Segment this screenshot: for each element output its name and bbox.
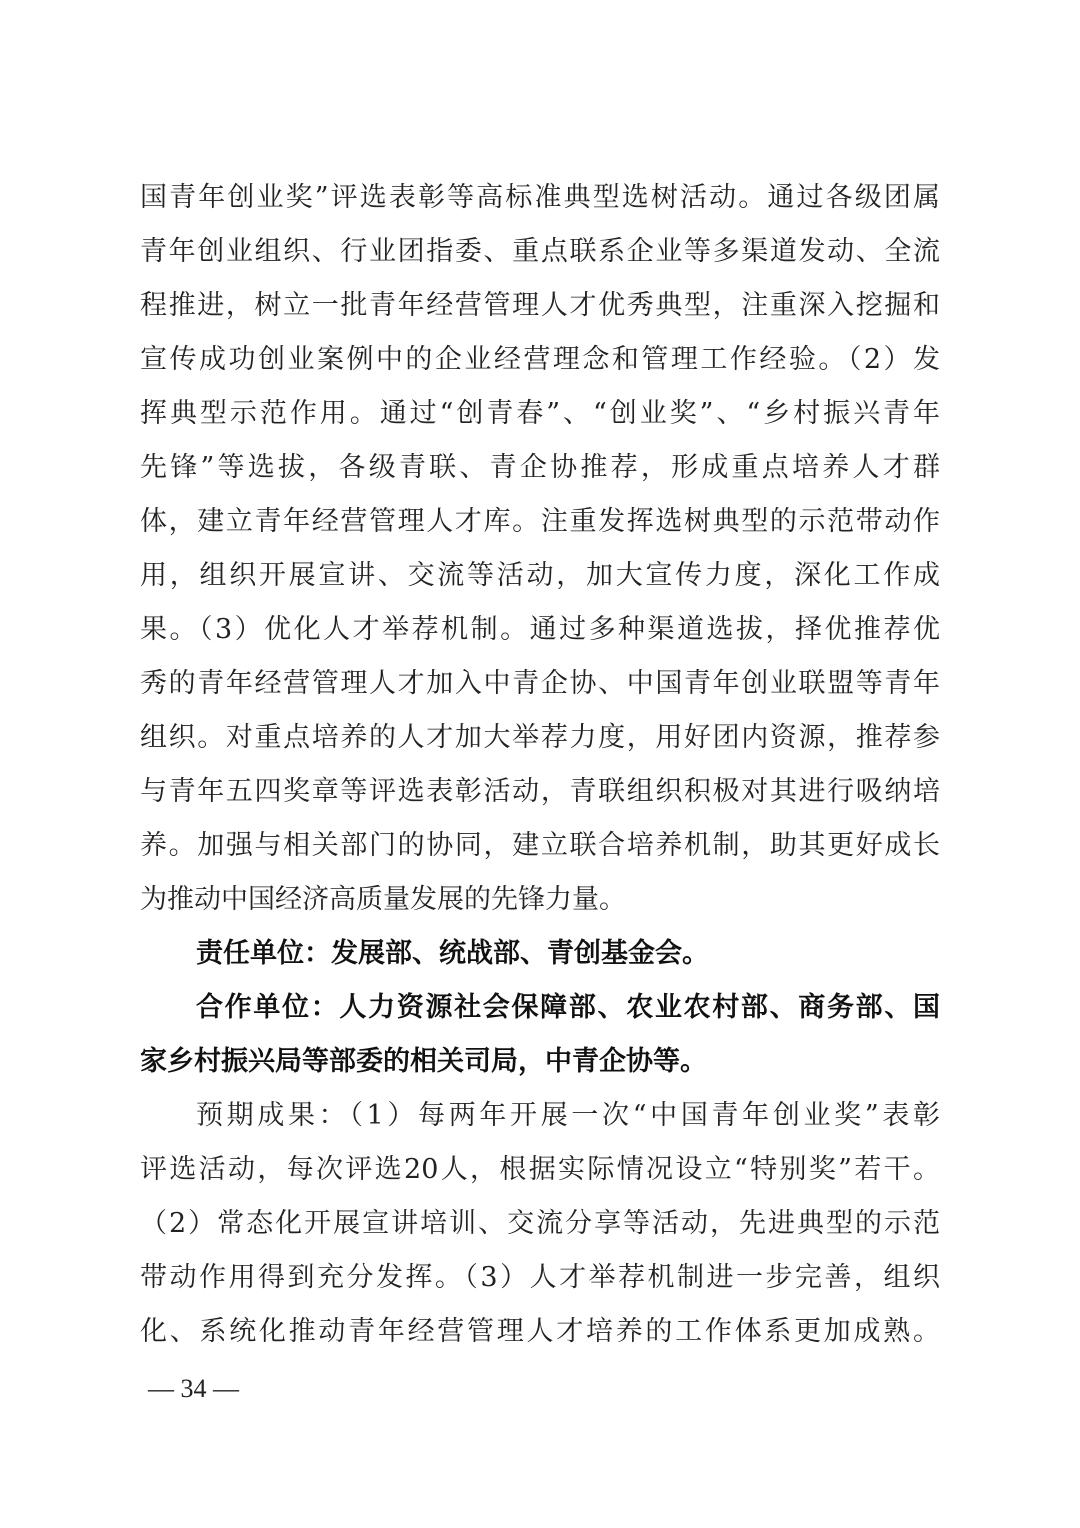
paragraph-line: 组织。对重点培养的人才加大举荐力度，用好团内资源，推荐参 bbox=[140, 722, 940, 753]
paragraph-line: 秀的青年经营管理人才加入中青企协、中国青年创业联盟等青年 bbox=[140, 668, 940, 699]
paragraph-line: 与青年五四奖章等评选表彰活动，青联组织积极对其进行吸纳培 bbox=[140, 776, 940, 807]
expected-results-line: 带动作用得到充分发挥。（3）人才举荐机制进一步完善，组织 bbox=[140, 1262, 940, 1293]
paragraph-line: 先锋”等选拔，各级青联、青企协推荐，形成重点培养人才群 bbox=[140, 452, 940, 483]
expected-results-line: 评选活动，每次评选20人，根据实际情况设立“特别奖”若干。 bbox=[140, 1154, 940, 1185]
cooperating-units-continued: 家乡村振兴局等部委的相关司局，中青企协等。 bbox=[140, 1046, 707, 1077]
paragraph-line: 程推进，树立一批青年经营管理人才优秀典型，注重深入挖掘和 bbox=[140, 290, 940, 321]
responsible-units: 责任单位：发展部、统战部、青创基金会。 bbox=[196, 938, 709, 969]
paragraph-line: 用，组织开展宣讲、交流等活动，加大宣传力度，深化工作成 bbox=[140, 560, 940, 591]
document-body bbox=[140, 171, 940, 1359]
paragraph-line: 宣传成功创业案例中的企业经营理念和管理工作经验。（2）发 bbox=[140, 344, 940, 375]
paragraph-line: 青年创业组织、行业团指委、重点联系企业等多渠道发动、全流 bbox=[140, 236, 940, 267]
expected-results-line: （2）常态化开展宣讲培训、交流分享等活动，先进典型的示范 bbox=[140, 1208, 940, 1239]
page-number: — 34 — bbox=[148, 1374, 239, 1403]
paragraph-line: 国青年创业奖”评选表彰等高标准典型选树活动。通过各级团属 bbox=[140, 182, 940, 213]
expected-results-line: 预期成果：（1）每两年开展一次“中国青年创业奖”表彰 bbox=[196, 1100, 940, 1131]
paragraph-line: 为推动中国经济高质量发展的先锋力量。 bbox=[140, 884, 626, 915]
cooperating-units: 合作单位：人力资源社会保障部、农业农村部、商务部、国 bbox=[196, 992, 940, 1023]
paragraph-line: 体，建立青年经营管理人才库。注重发挥选树典型的示范带动作 bbox=[140, 506, 940, 537]
paragraph-line: 挥典型示范作用。通过“创青春”、“创业奖”、“乡村振兴青年 bbox=[140, 398, 940, 429]
expected-results-line: 化、系统化推动青年经营管理人才培养的工作体系更加成熟。 bbox=[140, 1316, 940, 1347]
paragraph-line: 果。（3）优化人才举荐机制。通过多种渠道选拔，择优推荐优 bbox=[140, 614, 940, 645]
paragraph-line: 养。加强与相关部门的协同，建立联合培养机制，助其更好成长 bbox=[140, 830, 940, 861]
